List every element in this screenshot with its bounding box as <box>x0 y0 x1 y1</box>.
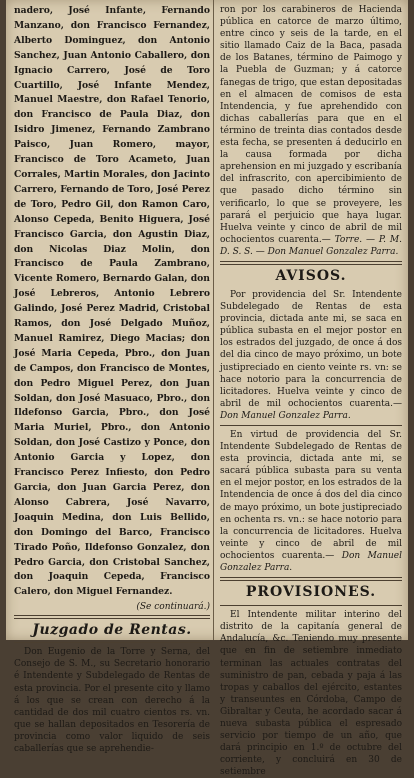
aviso-1-signature: — Don Manuel Gonzalez Parra. <box>220 398 402 421</box>
avisos-title: AVISOS. <box>275 267 347 284</box>
left-column <box>14 4 210 755</box>
notice-continuation <box>220 4 402 258</box>
juzgado-text: Don Eugenio de la Torre y Serna, del Consejo de S. M., su Secretario honorario é Intendente y Subdelegado de Rentas de esta provincia. Por el presente cito y llamo á los que se crean con derecho á la cantidad de dos mil cuatro cientos rs. vn. que se hallan depositados en Tesorería de provincia como valor liquido de seis caballerías que se aprehendie- <box>14 647 210 754</box>
continuation-note: (Se continuará.) <box>136 602 210 613</box>
section-divider <box>14 615 210 619</box>
notice-continuation-text: ron por los carabineros de Hacienda pública en catorce de marzo último, entre cinco y seis de la tarde, en el sitio llamado Caiz de la Baca, pasada de los Batanes, término de Paimogo y la Puebla de Guzman; y á catorce fanegas de trigo, que estan depositadas en el almacen de comisos de esta Intendencia, y fue aprehendido con dichas caballerías para que en el término de treinta dias contados desde esta fecha, se presenten á deducirlo en la causa formada por dicha aprehension en mi juzgado y escribanía del infrascrito, con apercibimiento de que pasado dicho término sin verificarlo, lo que se proveyere, les parará el perjuicio que haya lugar. Huelva veinte y cinco de abril de mil ochocientos cuarenta. <box>220 5 402 245</box>
provisiones-rule <box>220 605 402 606</box>
notice-signature: — Torre. — P. M. D. S. S. — Don Manuel Gonzalez Parra. <box>220 234 402 257</box>
section-title-juzgado: Juzgado de Rentas. <box>32 622 192 639</box>
aviso-rule <box>220 425 402 426</box>
aviso-2-signature: — Don Manuel Gonzalez Parra. <box>220 550 403 574</box>
aviso-2 <box>220 429 402 574</box>
aviso-1 <box>220 289 402 422</box>
right-column <box>220 4 402 778</box>
provisiones-text: El Intendente militar interino del distrito de la capitanía general de Andalucía, &c. Teniendo muy presente que en fin de setiembre inmediato terminan las actuales contratas del suministro de pan, cebada y paja á las tropas y caballos del ejército, estantes y transeuntes en Córdoba, Campo de Gibraltar y Ceuta, he acordado sacar á nueva subasta pública el espresado servicio por tiempo de un año, que dará principio en 1.º de octubre del corriente, y concluirá en 30 de setiembre <box>220 610 402 778</box>
aviso-2-text: En virtud de providencia del Sr. Intendente Subdelegado de Rentas de esta provincia, dictada ante mi, se sacará pública subasta para su venta en el mejor postor, en los estrados de la Intendencia de once á dos del dia cinco de mayo próximo, un bote justipreciado en ochenta rs. vn.: se hace notorio para la concurrencia de licitadores. Huelva veinte y cinco de abril de mil ochocientos cuarenta. <box>220 430 402 561</box>
names-list: nadero, José Infante, Fernando Manzano, don Francisco Fernandez, Alberto Dominguez, don Antonio Sanchez, Juan Antonio Caballero, don Ignacio Carrero, José de Toro Cuartillo, José Infante Mendez, Manuel Maestre, don Rafael Tenorio, don Francisco de Paula Diaz, don Isidro Jimenez, Fernando Zambrano Paisco, Juan Romero, mayor, Francisco de Toro Acameto, Juan Corrales, Martin Morales, don Jacinto Carrero, Fernando de Toro, José Perez de Toro, Pedro Gil, don Ramon Caro, Alonso Cepeda, Benito Higuera, José Francisco Garcia, don Agustin Diaz, don Nicolas Diaz Molin, don Francisco de Paula Zambrano, Vicente Romero, Bernardo Galan, don José Lebreros, Antonio Lebrero Galindo, José Perez Madrid, Cristobal Ramos, don José Delgado Muñoz, Manuel Ramirez, Diego Macias; don José Maria Cepeda, Pbro., don Juan de Campos, don Francisco de Montes, don Pedro Miguel Perez, don Juan Soldan, don José Masuaco, Pbro., don Ildefonso Garcia, Pbro., don José Maria Muriel, Pbro., don Antonio Soldan, don José Castizo y Ponce, don Antonio Garcia y Lopez, don Francisco Perez Infiesto, don Pedro Garcia, don Juan Garcia Perez, don Alonso Cabrera, José Navarro, Joaquin Medina, don Luis Bellido, don Domingo del Barco, Francisco Tirado Poño, Ildefonso Gonzalez, don Pedro Garcia, don Cristobal Sanchez, don Joaquin Cepeda, Francisco Calero, don Miguel Fernandez. <box>14 5 210 598</box>
column-divider <box>213 0 214 640</box>
title-rule <box>14 642 210 643</box>
avisos-divider <box>220 261 402 265</box>
provisiones-divider <box>220 577 402 581</box>
provisiones-title: PROVISIONES. <box>245 584 377 601</box>
newspaper-page <box>6 0 408 778</box>
aviso-1-text: Por providencia del Sr. Intendente Subdelegado de Rentas de esta provincia, dictada ante mi, se saca en pública subasta en el mejor postor en los estrados del juzgado, de once á dos del dia cinco de mayo próximo, un bote justipreciado en ciento veinte rs. vn: se hace notorio para la concurrencia de licitadores. Huelva veinte y cinco de abril de mil ochocientos cuarenta. <box>220 289 402 409</box>
